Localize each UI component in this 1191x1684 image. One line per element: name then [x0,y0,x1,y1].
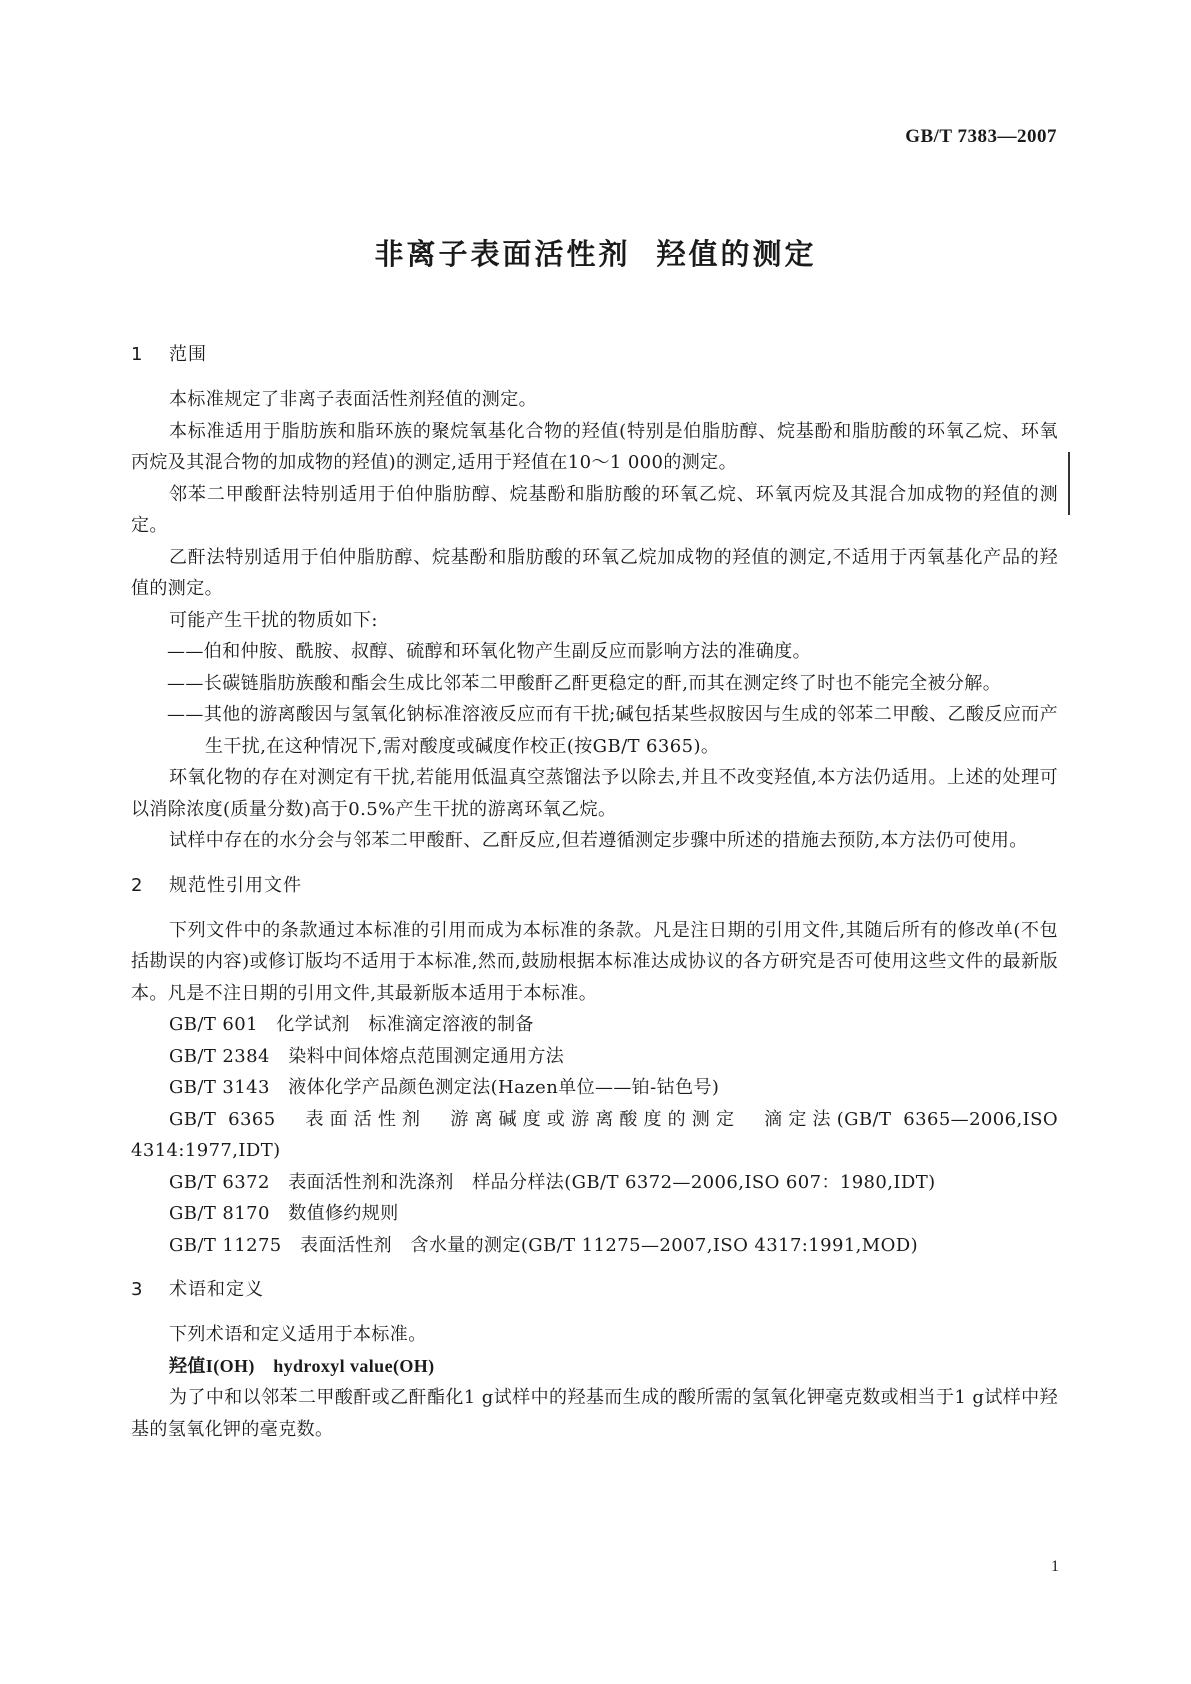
section-heading-terms-definitions [131,1273,1058,1307]
document-title-part1: 非离子表面活性剂 [374,237,631,271]
paragraph: 环氧化物的存在对测定有干扰,若能用低温真空蒸馏法予以除去,并且不改变羟值,本方法仍适用。上述的处理可以消除浓度(质量分数)高于0.5%产生干扰的游离环氧乙烷。 [131,767,1058,820]
dash-list-item: ——伯和仲胺、酰胺、叔醇、硫醇和环氧化物产生副反应而影响方法的准确度。 [167,641,811,662]
term-definition: 为了中和以邻苯二甲酸酐或乙酐酯化1 g试样中的羟基而生成的酸所需的氢氧化钾毫克数或相当于1 g试样中羟基的氢氧化钾的毫克数。 [131,1387,1058,1440]
reference-item: GB/T 8170 数值修约规则 [169,1203,399,1224]
section-number: 2 [131,874,144,896]
section-title: 范围 [169,344,207,365]
paragraph: 可能产生干扰的物质如下: [169,609,378,631]
section-heading-scope [131,338,1058,372]
section-heading-normative-references [131,869,1058,903]
paragraph: 试样中存在的水分会与邻苯二甲酸酐、乙酐反应,但若遵循测定步骤中所述的措施去预防,本方法仍可使用。 [169,830,1028,851]
change-bar [1068,452,1070,515]
section-number: 3 [131,1279,144,1300]
dash-list-item: ——其他的游离酸因与氢氧化钠标准溶液反应而有干扰;碱包括某些叔胺因与生成的邻苯二甲酸、乙酸反应而产生干扰,在这种情况下,需对酸度或碱度作校正(按GB/T 6365)。 [167,704,1058,757]
page-number: 1 [1051,1558,1059,1575]
term-entry: 羟值I(OH) hydroxyl value(OH) [169,1355,435,1376]
reference-item: GB/T 3143 液体化学产品颜色测定法(Hazen单位——铂-钴色号) [169,1077,720,1098]
document-title [0,232,1191,273]
document-title-part2: 羟值的测定 [656,237,817,271]
section-number: 1 [131,344,144,365]
paragraph: 乙酐法特别适用于伯仲脂肪醇、烷基酚和脂肪酸的环氧乙烷加成物的羟值的测定,不适用于丙氧基化产品的羟值的测定。 [131,546,1058,599]
standard-number: GB/T 7383—2007 [905,126,1057,147]
paragraph: 邻苯二甲酸酐法特别适用于伯仲脂肪醇、烷基酚和脂肪酸的环氧乙烷、环氧丙烷及其混合加成物的羟值的测定。 [131,483,1058,536]
paragraph: 下列术语和定义适用于本标准。 [169,1324,427,1345]
reference-item: GB/T 6365 表面活性剂 游离碱度或游离酸度的测定 滴定法(GB/T 6365—2006,ISO 4314:1977,IDT) [131,1108,1058,1161]
reference-item: GB/T 11275 表面活性剂 含水量的测定(GB/T 11275—2007,ISO 4317:1991,MOD) [169,1234,919,1256]
reference-item: GB/T 6372 表面活性剂和洗涤剂 样品分样法(GB/T 6372—2006,ISO 607：1980,IDT) [169,1171,936,1193]
paragraph: 本标准规定了非离子表面活性剂羟值的测定。 [169,389,537,410]
reference-item: GB/T 601 化学试剂 标准滴定溶液的制备 [169,1014,534,1035]
section-title: 术语和定义 [169,1279,264,1300]
dash-list-item: ——长碳链脂肪族酸和酯会生成比邻苯二甲酸酐乙酐更稳定的酐,而其在测定终了时也不能完全被分解。 [167,672,1002,694]
paragraph: 本标准适用于脂肪族和脂环族的聚烷氧基化合物的羟值(特别是伯脂肪醇、烷基酚和脂肪酸的环氧乙烷、环氧丙烷及其混合物的加成物的羟值)的测定,适用于羟值在10～1 000的测定。 [131,420,1058,473]
reference-item: GB/T 2384 染料中间体熔点范围测定通用方法 [169,1045,565,1067]
document-body [131,338,1058,1445]
paragraph: 下列文件中的条款通过本标准的引用而成为本标准的条款。凡是注日期的引用文件,其随后所有的修改单(不包括勘误的内容)或修订版均不适用于本标准,然而,鼓励根据本标准达成协议的各方研究是否可使用这些文件的最新版本。凡是不注日期的引用文件,其最新版本适用于本标准。 [131,919,1058,1004]
section-title: 规范性引用文件 [169,874,302,896]
